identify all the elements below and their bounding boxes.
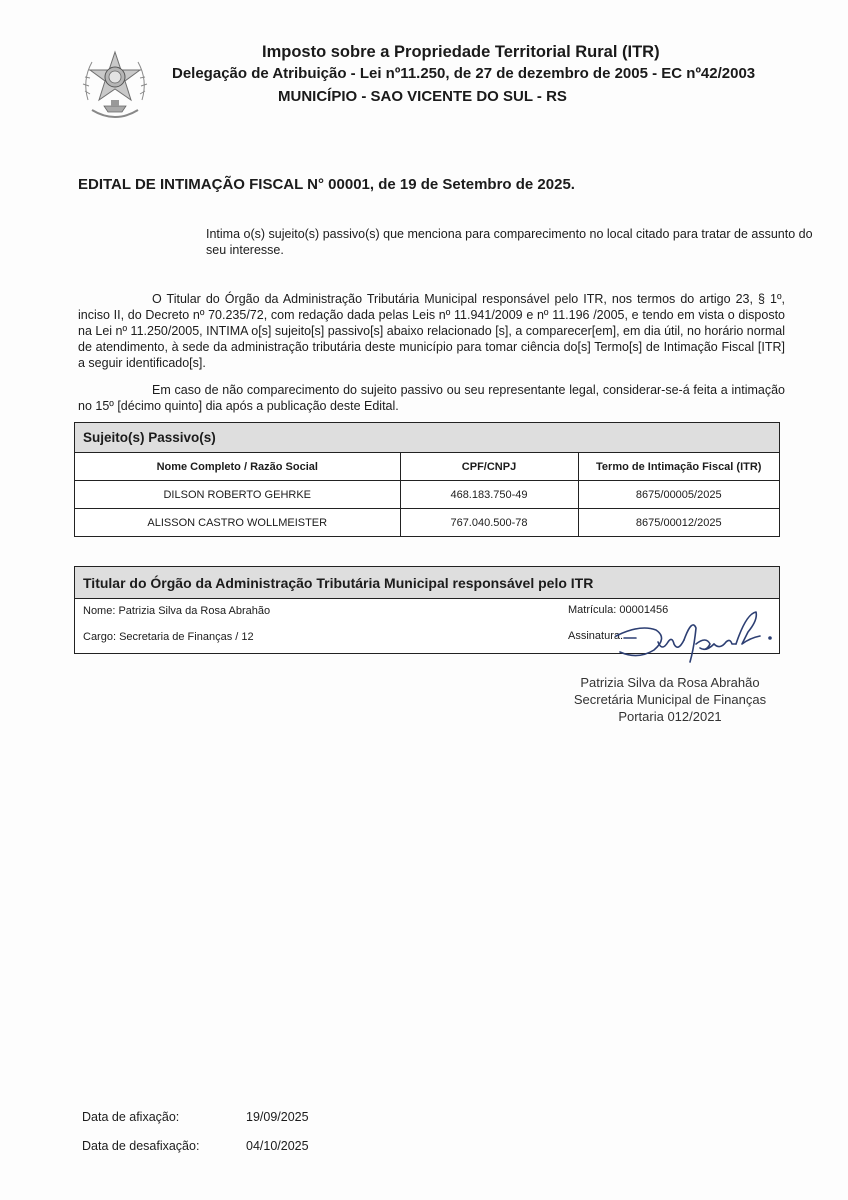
sujeitos-title: Sujeito(s) Passivo(s) [75, 423, 779, 453]
titular-nome: Nome: Patrizia Silva da Rosa Abrahão [83, 605, 271, 617]
titular-cargo: Cargo: Secretaria de Finanças / 12 [83, 631, 254, 643]
afixacao-value: 19/09/2025 [246, 1110, 309, 1124]
paragraph-intimation: O Titular do Órgão da Administração Tributária Municipal responsável pelo ITR, nos termos do artigo 23, § 1º, inciso II, do Decreto nº 70.235/72, com redação dada pelas Leis nº 11.941/2009 e nº 11.196 /2005, e tendo em vista o disposto na Lei nº 11.250/2005, INTIMA o[s] sujeito[s] passivo[s] abaixo relacionado [s], a comparecer[em], em dia útil, no horário normal de atendimento, à sede da administração tributária deste município para tomar ciência do[s] Termo[s] de Intimação Fiscal [ITR] a seguir identificado[s]. [78, 292, 785, 370]
signature-icon [610, 608, 780, 666]
stamp-name: Patrizia Silva da Rosa Abrahão [580, 675, 760, 690]
table-row [75, 509, 779, 537]
cell-nome: DILSON ROBERTO GEHRKE [75, 481, 400, 509]
sujeitos-table [75, 453, 779, 536]
edital-title: EDITAL DE INTIMAÇÃO FISCAL N° 00001, de 19 de Setembro de 2025. [78, 176, 575, 193]
stamp-role: Secretária Municipal de Finanças [573, 692, 767, 707]
cell-cpf: 468.183.750-49 [400, 481, 578, 509]
sujeitos-box [74, 422, 780, 537]
titular-assinatura-label: Assinatura: [568, 630, 624, 642]
col-header-cpf: CPF/CNPJ [400, 453, 578, 481]
titular-matricula: Matrícula: 00001456 [568, 604, 669, 616]
col-header-termo: Termo de Intimação Fiscal (ITR) [578, 453, 779, 481]
table-header-row [75, 453, 779, 481]
desafixacao-value: 04/10/2025 [246, 1139, 309, 1153]
titular-title: Titular do Órgão da Administração Tributária Municipal responsável pelo ITR [75, 567, 779, 599]
coat-of-arms-icon [78, 44, 152, 128]
cell-nome: ALISSON CASTRO WOLLMEISTER [75, 509, 400, 537]
cell-termo: 8675/00012/2025 [578, 509, 779, 537]
header-delegation: Delegação de Atribuição - Lei nº11.250, de 27 de dezembro de 2005 - EC nº42/2003 [172, 65, 756, 82]
desafixacao-label: Data de desafixação: [82, 1139, 200, 1153]
cell-termo: 8675/00005/2025 [578, 481, 779, 509]
afixacao-label: Data de afixação: [82, 1110, 180, 1124]
header-title: Imposto sobre a Propriedade Territorial Rural (ITR) [262, 43, 660, 61]
intro-text: Intima o(s) sujeito(s) passivo(s) que menciona para comparecimento no local citado para tratar de assunto do seu interesse. [206, 227, 813, 257]
col-header-nome: Nome Completo / Razão Social [156, 460, 318, 473]
stamp-portaria: Portaria 012/2021 [618, 709, 722, 724]
paragraph-non-attendance: Em caso de não comparecimento do sujeito passivo ou seu representante legal, considerar-se-á feita a intimação no 15º [décimo quinto] dia após a publicação deste Edital. [78, 383, 785, 413]
cell-cpf: 767.040.500-78 [400, 509, 578, 537]
table-row [75, 481, 779, 509]
header-municipality: MUNICÍPIO - SAO VICENTE DO SUL - RS [278, 88, 567, 105]
signature-stamp [570, 674, 770, 725]
